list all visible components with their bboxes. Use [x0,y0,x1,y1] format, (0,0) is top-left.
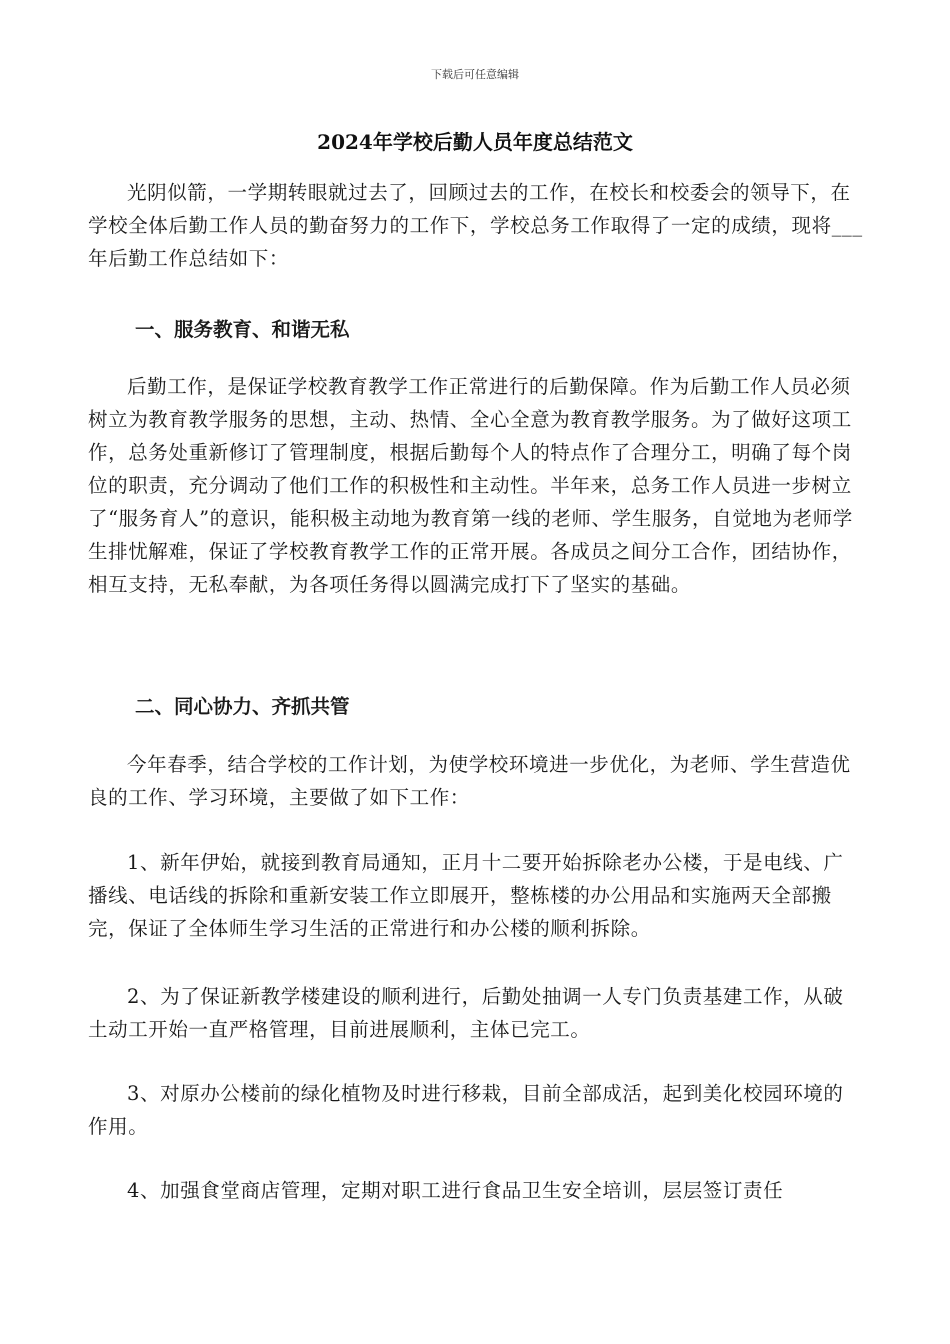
intro-paragraph: 光阴似箭，一学期转眼就过去了，回顾过去的工作，在校长和校委会的领导下，在学校全体后勤工作人员的勤奋努力的工作下，学校总务工作取得了一定的成绩，现将___年后勤工作总结如下： [88,181,863,270]
list-item-4: 4、加强食堂商店管理，定期对职工进行食品卫生安全培训，层层签订责任 [127,1179,784,1202]
section2-intro-paragraph: 今年春季，结合学校的工作计划，为使学校环境进一步优化，为老师、学生营造优良的工作、学习环境，主要做了如下工作： [88,753,851,809]
list-item-2: 2、为了保证新教学楼建设的顺利进行，后勤处抽调一人专门负责基建工作，从破土动工开始一直严格管理，目前进展顺利，主体已完工。 [88,985,844,1041]
section1-paragraph: 后勤工作，是保证学校教育教学工作正常进行的后勤保障。作为后勤工作人员必须树立为教育教学服务的思想，主动、热情、全心全意为教育教学服务。为了做好这项工作，总务处重新修订了管理制度，根据后勤每个人的特点作了合理分工，明确了每个岗位的职责，充分调动了他们工作的积极性和主动性。半年来，总务工作人员进一步树立了“服务育人”的意识，能积极主动地为教育第一线的老师、学生服务，自觉地为老师学生排忧解难，保证了学校教育教学工作的正常开展。各成员之间分工合作，团结协作，相互支持，无私奉献，为各项任务得以圆满完成打下了坚实的基础。 [88,375,853,596]
header-note: 下载后可任意编辑 [431,68,519,81]
document-title: 2024年学校后勤人员年度总结范文 [317,130,633,154]
list-item-3: 3、对原办公楼前的绿化植物及时进行移栽，目前全部成活，起到美化校园环境的作用。 [88,1082,844,1138]
section1-heading: 一、服务教育、和谐无私 [135,318,350,341]
list-item-1: 1、新年伊始，就接到教育局通知，正月十二要开始拆除老办公楼，于是电线、广播线、电话线的拆除和重新安装工作立即展开，整栋楼的办公用品和实施两天全部搬完，保证了全体师生学习生活的正常进行和办公楼的顺利拆除。 [88,851,844,940]
section2-heading: 二、同心协力、齐抓共管 [135,695,350,718]
